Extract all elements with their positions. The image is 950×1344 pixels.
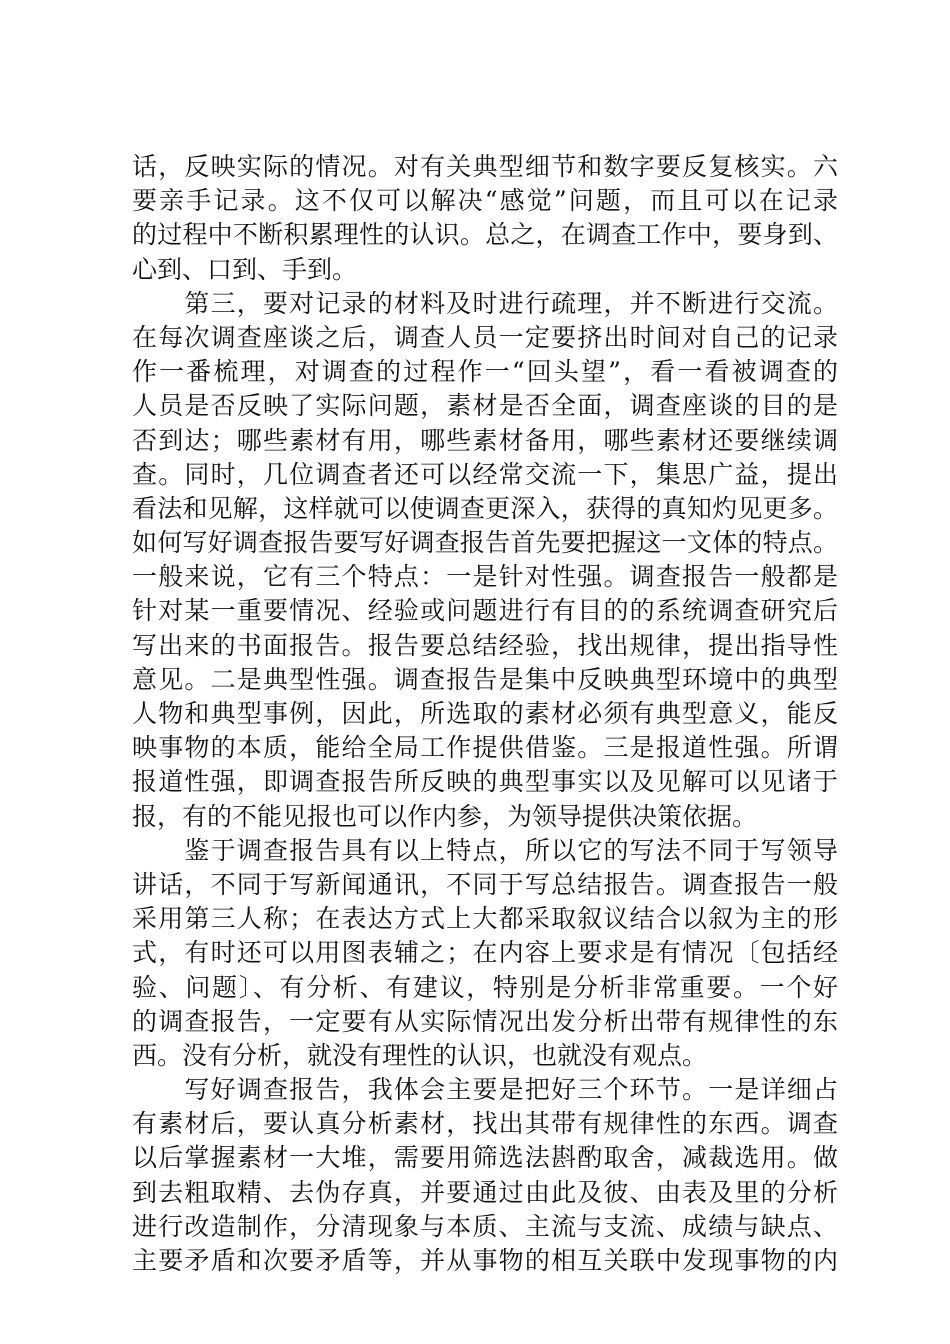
text-line: 作一番梳理，对调查的过程作一“回头望”，看一看被调查的 xyxy=(132,357,838,387)
text-line: 的过程中不断积累理性的认识。总之，在调查工作中，要身到、 xyxy=(132,220,838,250)
text-line: 人员是否反映了实际问题，素材是否全面，调查座谈的目的是 xyxy=(132,391,838,421)
text-line: 的调查报告，一定要有从实际情况出发分析出带有规律性的东 xyxy=(132,1006,838,1036)
text-line: 验、问题〕、有分析、有建议，特别是分析非常重要。一个好 xyxy=(132,972,838,1002)
text-line: 报，有的不能见报也可以作内参，为领导提供决策依据。 xyxy=(132,801,758,831)
text-line: 看法和见解，这样就可以使调查更深入，获得的真知灼见更多。 xyxy=(132,493,838,523)
text-line: 在每次调查座谈之后，调查人员一定要挤出时间对自己的记录 xyxy=(132,322,838,352)
text-line: 鉴于调查报告具有以上特点，所以它的写法不同于写领导 xyxy=(132,835,838,865)
text-line: 采用第三人称；在表达方式上大都采取叙议结合以叙为主的形 xyxy=(132,904,838,934)
text-line: 人物和典型事例，因此，所选取的素材必须有典型意义，能反 xyxy=(132,699,838,728)
text-line: 有素材后，要认真分析素材，找出其带有规律性的东西。调查 xyxy=(132,1109,838,1139)
text-line: 写好调查报告，我体会主要是把好三个环节。一是详细占 xyxy=(132,1075,838,1105)
text-line: 心到、口到、手到。 xyxy=(132,254,358,284)
text-line: 以后掌握素材一大堆，需要用筛选法斟酌取舍，减裁选用。做 xyxy=(132,1143,838,1173)
text-line: 映事物的本质，能给全局工作提供借鉴。三是报道性强。所谓 xyxy=(132,733,838,763)
text-line: 要亲手记录。这不仅可以解决“感觉”问题，而且可以在记录 xyxy=(132,186,838,216)
text-line: 报道性强，即调查报告所反映的典型事实以及见解可以见诸于 xyxy=(132,767,838,797)
text-line: 写出来的书面报告。报告要总结经验，找出规律，提出指导性 xyxy=(132,630,838,660)
document-body xyxy=(132,150,838,1278)
text-line: 否到达；哪些素材有用，哪些素材备用，哪些素材还要继续调 xyxy=(132,425,838,455)
text-line: 式，有时还可以用图表辅之；在内容上要求是有情况〔包括经 xyxy=(132,938,838,968)
text-line: 进行改造制作，分清现象与本质、主流与支流、成绩与缺点、 xyxy=(132,1211,838,1241)
text-line: 一般来说，它有三个特点：一是针对性强。调查报告一般都是 xyxy=(132,562,838,592)
text-line: 到去粗取精、去伪存真，并要通过由此及彼、由表及里的分析 xyxy=(132,1177,838,1207)
text-line: 如何写好调查报告要写好调查报告首先要把握这一文体的特点。 xyxy=(132,528,838,558)
text-line: 意见。二是典型性强。调查报告是集中反映典型环境中的典型 xyxy=(132,664,838,694)
text-line: 主要矛盾和次要矛盾等，并从事物的相互关联中发现事物的内 xyxy=(132,1246,838,1275)
text-line: 针对某一重要情况、经验或问题进行有目的的系统调查研究后 xyxy=(132,596,838,626)
text-line: 话，反映实际的情况。对有关典型细节和数字要反复核实。六 xyxy=(132,152,838,181)
text-line: 查。同时，几位调查者还可以经常交流一下，集思广益，提出 xyxy=(132,459,838,489)
text-line: 第三，要对记录的材料及时进行疏理，并不断进行交流。 xyxy=(132,288,838,318)
text-line: 西。没有分析，就没有理性的认识，也就没有观点。 xyxy=(132,1040,708,1070)
text-line: 讲话，不同于写新闻通讯，不同于写总结报告。调查报告一般 xyxy=(132,869,838,899)
